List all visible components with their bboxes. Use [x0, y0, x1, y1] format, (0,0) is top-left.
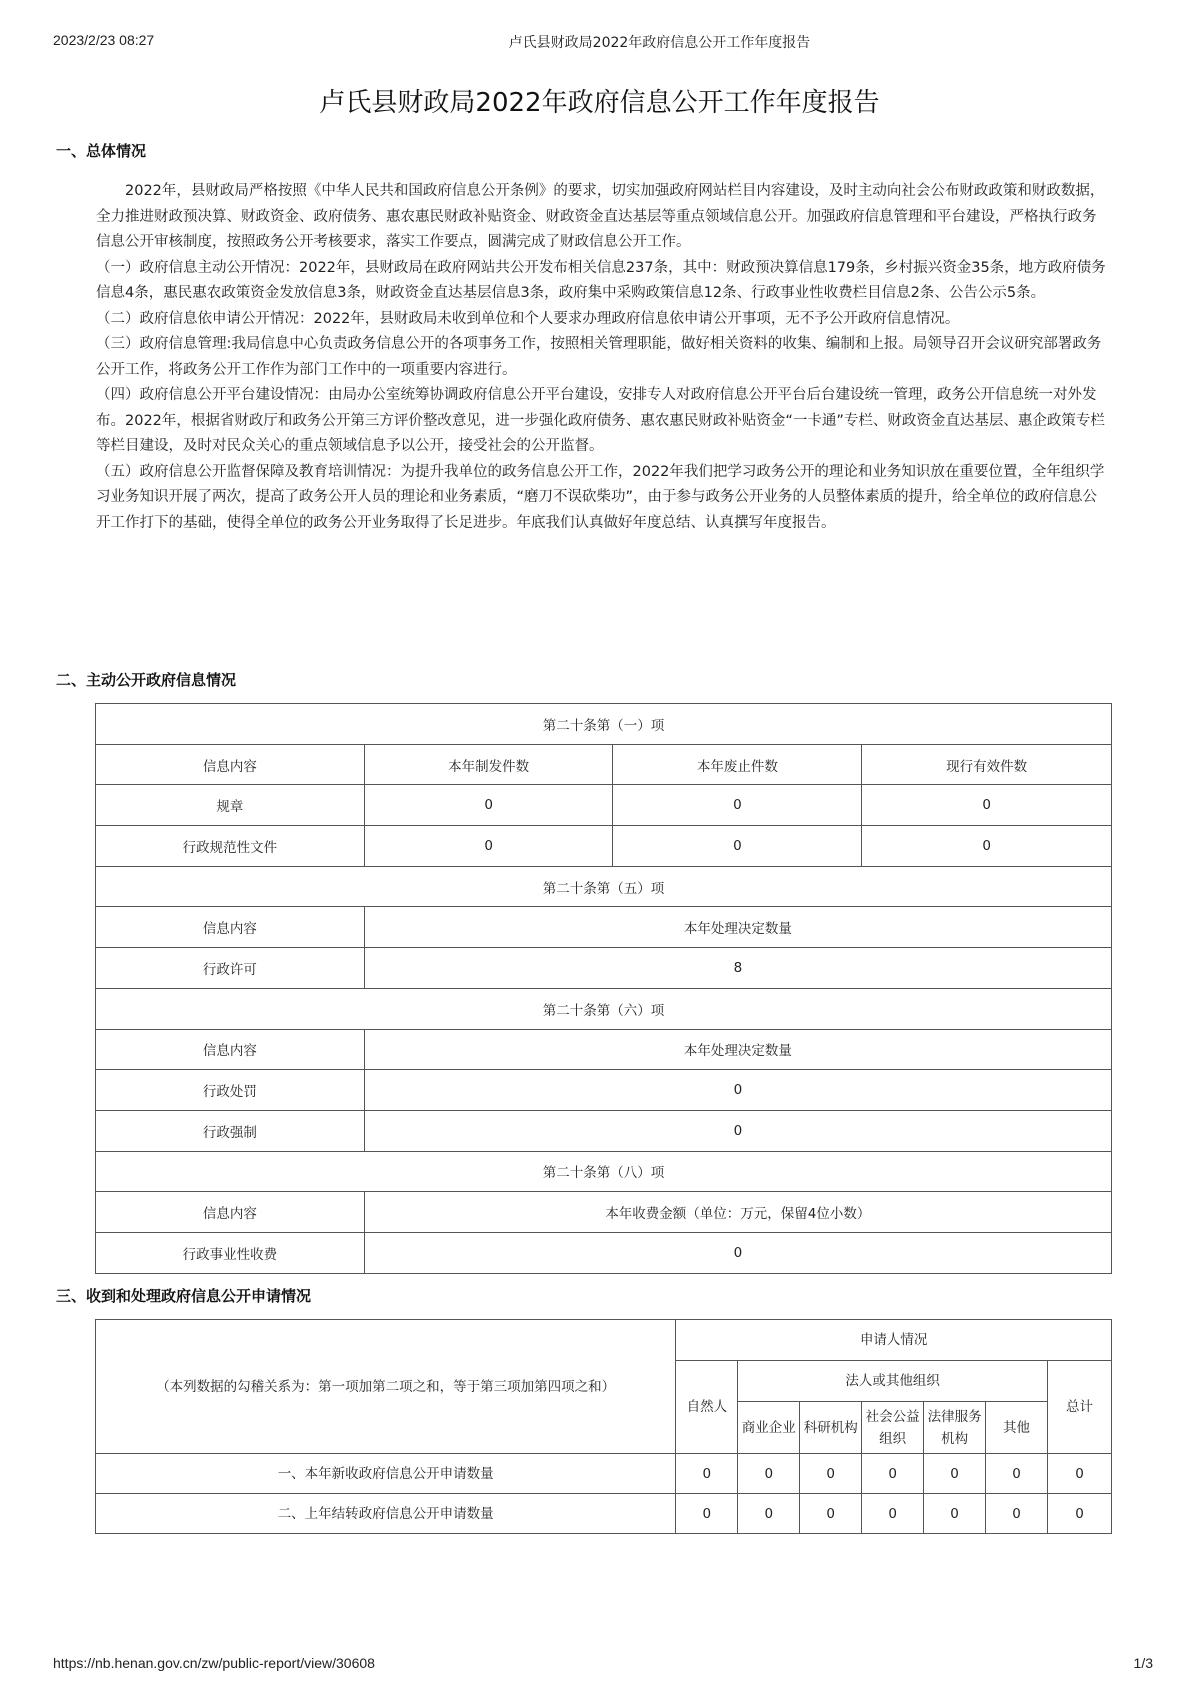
row-label: 行政强制 — [96, 1110, 365, 1151]
cell-value: 0 — [862, 826, 1112, 867]
paragraph: （五）政府信息公开监督保障及教育培训情况：为提升我单位的政务信息公开工作，2022年我们把学习政务公开的理论和业务知识放在重要位置，全年组织学习业务知识开展了两次，提高了政务公开人员的理论和业务素质，“磨刀不误砍柴功”，由于参与政务公开业务的人员整体素质的提升，给全单位的政府信息公开工作打下的基础，使得全单位的政务公开业务取得了长足进步。年底我们认真做好年度总结、认真撰写年度报告。 — [96, 463, 1105, 531]
section-heading-applications: 三、收到和处理政府信息公开申请情况 — [56, 1287, 312, 1305]
table-row — [96, 826, 1112, 867]
cell-value: 0 — [1048, 1454, 1112, 1494]
print-datetime: 2023/2/23 08:27 — [53, 32, 155, 48]
section-title: 第二十条第（五）项 — [96, 866, 1112, 907]
table-section-row — [96, 866, 1112, 907]
section-heading-overview: 一、总体情况 — [56, 142, 147, 160]
row-label: 二、上年结转政府信息公开申请数量 — [96, 1494, 676, 1534]
cell-value: 0 — [613, 785, 862, 826]
table-header-row — [96, 744, 1112, 785]
applications-table — [95, 1319, 1112, 1534]
column-header: 现行有效件数 — [862, 744, 1112, 785]
column-header: 本年废止件数 — [613, 744, 862, 785]
table-row — [96, 1070, 1112, 1111]
cell-value: 0 — [986, 1494, 1048, 1534]
paragraph: （三）政府信息管理:我局信息中心负责政务信息公开的各项事务工作，按照相关管理职能，做好相关资料的收集、编制和上报。局领导召开会议研究部署政务公开工作，将政务公开工作作为部门工作中的一项重要内容进行。 — [96, 336, 1102, 378]
cell-value: 0 — [738, 1494, 800, 1534]
cell-value: 0 — [364, 1110, 1111, 1151]
print-footer-url: https://nb.henan.gov.cn/zw/public-report/view/30608 — [53, 1655, 375, 1671]
row-label: 行政规范性文件 — [96, 826, 365, 867]
table-row — [96, 1232, 1112, 1273]
cell-value: 0 — [613, 826, 862, 867]
section-title: 第二十条第（六）项 — [96, 988, 1112, 1029]
cell-value: 0 — [364, 826, 613, 867]
overview-text — [96, 179, 1106, 536]
paragraph: （二）政府信息依申请公开情况：2022年，县财政局未收到单位和个人要求办理政府信息依申请公开事项，无不予公开政府信息情况。 — [96, 310, 960, 327]
cell-value: 0 — [924, 1454, 986, 1494]
cell-value: 0 — [676, 1454, 738, 1494]
cell-value: 0 — [1048, 1494, 1112, 1534]
cell-value: 0 — [364, 785, 613, 826]
column-header: 信息内容 — [96, 907, 365, 948]
paragraph: （四）政府信息公开平台建设情况：由局办公室统筹协调政府信息公开平台建设，安排专人对政府信息公开平台后台建设统一管理，政务公开信息统一对外发布。2022年，根据省财政厅和政务公开第三方评价整改意见，进一步强化政府债务、惠农惠民财政补贴资金“一卡通”专栏、财政资金直达基层、惠企政策专栏等栏目建设，及时对民众关心的重点领域信息予以公开，接受社会的公开监督。 — [96, 387, 1105, 454]
org-type-header: 商业企业 — [738, 1402, 800, 1454]
proactive-disclosure-table — [95, 703, 1112, 1274]
paragraph: （一）政府信息主动公开情况：2022年，县财政局在政府网站共公开发布相关信息237条，其中：财政预决算信息179条，乡村振兴资金35条，地方政府债务信息4条，惠民惠农政策资金发放信息3条，财政资金直达基层信息3条，政府集中采购政策信息12条、行政事业性收费栏目信息2条、公告公示5条。 — [96, 259, 1106, 301]
applicant-header: 申请人情况 — [676, 1320, 1112, 1361]
table-header-row — [96, 1192, 1112, 1233]
table-header-row — [96, 1029, 1112, 1070]
cell-value: 0 — [800, 1494, 862, 1534]
reconciliation-note: （本列数据的勾稽关系为：第一项加第二项之和，等于第三项加第四项之和） — [96, 1320, 676, 1454]
column-header: 信息内容 — [96, 1192, 365, 1233]
cell-value: 0 — [738, 1454, 800, 1494]
document-title: 卢氏县财政局2022年政府信息公开工作年度报告 — [319, 88, 880, 118]
row-label: 行政处罚 — [96, 1070, 365, 1111]
row-label: 一、本年新收政府信息公开申请数量 — [96, 1454, 676, 1494]
section-heading-proactive-disclosure: 二、主动公开政府信息情况 — [56, 671, 237, 689]
cell-value: 0 — [862, 1454, 924, 1494]
org-type-header: 其他 — [986, 1402, 1048, 1454]
cell-value: 0 — [986, 1454, 1048, 1494]
print-page-title: 卢氏县财政局2022年政府信息公开工作年度报告 — [508, 35, 811, 51]
column-header: 信息内容 — [96, 744, 365, 785]
org-type-header: 社会公益 组织 — [862, 1402, 924, 1454]
row-label: 行政许可 — [96, 948, 365, 989]
cell-value: 0 — [676, 1494, 738, 1534]
table-row — [96, 948, 1112, 989]
column-header: 本年处理决定数量 — [364, 1029, 1111, 1070]
table-section-row — [96, 704, 1112, 745]
cell-value: 0 — [800, 1454, 862, 1494]
cell-value: 0 — [364, 1232, 1111, 1273]
natural-person-header: 自然人 — [676, 1361, 738, 1454]
row-label: 规章 — [96, 785, 365, 826]
legal-org-header: 法人或其他组织 — [738, 1361, 1048, 1402]
cell-value: 0 — [364, 1070, 1111, 1111]
table-row — [96, 785, 1112, 826]
cell-value: 0 — [862, 1494, 924, 1534]
cell-value: 0 — [862, 785, 1112, 826]
table-row — [96, 1110, 1112, 1151]
column-header: 本年处理决定数量 — [364, 907, 1111, 948]
table-section-row — [96, 1151, 1112, 1192]
org-type-header: 法律服务 机构 — [924, 1402, 986, 1454]
paragraph: 2022年，县财政局严格按照《中华人民共和国政府信息公开条例》的要求，切实加强政府网站栏目内容建设，及时主动向社会公布财政政策和财政数据，全力推进财政预决算、财政资金、政府债务、惠农惠民财政补贴资金、财政资金直达基层等重点领域信息公开。加强政府信息管理和平台建设，严格执行政务信息公开审核制度，按照政务公开考核要求，落实工作要点，圆满完成了财政信息公开工作。 — [96, 183, 1105, 250]
table-row — [96, 1494, 1112, 1534]
column-header: 本年制发件数 — [364, 744, 613, 785]
row-label: 行政事业性收费 — [96, 1232, 365, 1273]
section-title: 第二十条第（八）项 — [96, 1151, 1112, 1192]
column-header: 本年收费金额（单位：万元，保留4位小数） — [364, 1192, 1111, 1233]
total-header: 总计 — [1048, 1361, 1112, 1454]
cell-value: 0 — [924, 1494, 986, 1534]
column-header: 信息内容 — [96, 1029, 365, 1070]
cell-value: 8 — [364, 948, 1111, 989]
org-type-header: 科研机构 — [800, 1402, 862, 1454]
table-section-row — [96, 988, 1112, 1029]
section-title: 第二十条第（一）项 — [96, 704, 1112, 745]
table-header-row — [96, 907, 1112, 948]
print-page-number: 1/3 — [1133, 1655, 1153, 1671]
table-row — [96, 1454, 1112, 1494]
